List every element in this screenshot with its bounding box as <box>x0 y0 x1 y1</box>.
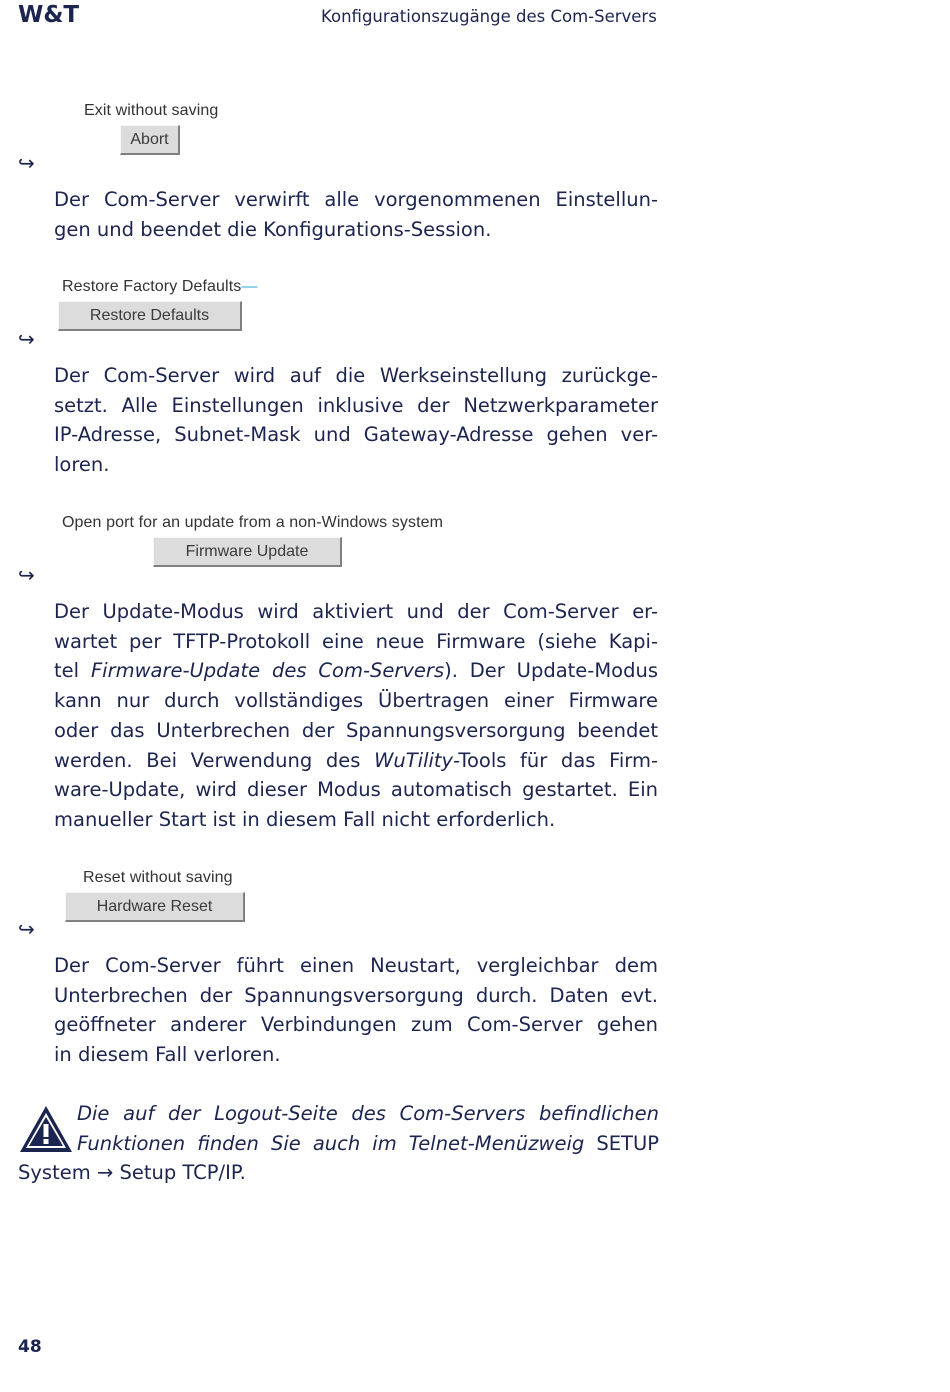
result-arrow-icon: ↪ <box>18 563 35 587</box>
restore-factory-defaults-label: Restore Factory Defaults— <box>62 278 258 295</box>
restore-defaults-button[interactable]: Restore Defaults <box>58 301 242 331</box>
result-arrow-icon: ↪ <box>18 327 35 351</box>
running-header: Konfigurationszugänge des Com-Servers <box>321 7 657 26</box>
firmware-update-description: Der Update-Modus wird aktiviert und der Com-Server er- wartet per TFTP-Protokoll eine neue Firmware (siehe Kapi- tel Firmware-Update des Com-Servers). Der Update-Modus kann nur durch vollständiges Übertragen einer Firmware oder das Unterbrechen der Spannungsversorgung beendet werden. Bei Verwendung des WuTility-Tools für das Firm- ware-Update, wird dieser Modus automatisch gestartet. Ein manueller Start ist in diesem Fall nicht erforderlich. <box>54 600 658 831</box>
chapter-reference: Firmware-Update des Com-Servers <box>90 659 445 683</box>
page-number: 48 <box>18 1337 42 1357</box>
result-arrow-icon: ↪ <box>18 917 35 941</box>
restore-description: Der Com-Server wird auf die Werkseinstellung zurückge- setzt. Alle Einstellungen inklusive der Netzwerkparameter IP-Adresse, Subnet-Mask und Gateway-Adresse gehen ver- loren. <box>54 364 658 477</box>
telnet-note: Die auf der Logout-Seite des Com-Servers befindlichen Funktionen finden Sie auch im Telnet-Menüzweig SETUP System → Setup TCP/IP. <box>18 1102 659 1185</box>
hardware-reset-description: Der Com-Server führt einen Neustart, vergleichbar dem Unterbrechen der Spannungsversorgung durch. Daten evt. geöffneter anderer Verbindungen zum Com-Server gehen in diesem Fall verloren. <box>54 954 658 1067</box>
brand-logo: W&T <box>18 2 80 28</box>
tool-name: WuTility <box>374 748 454 772</box>
abort-description: Der Com-Server verwirft alle vorgenommenen Einstellun- gen und beendet die Konfigurations-Session. <box>54 188 658 241</box>
reset-without-saving-label: Reset without saving <box>83 869 233 886</box>
hardware-reset-button[interactable]: Hardware Reset <box>65 892 245 922</box>
firmware-update-button[interactable]: Firmware Update <box>153 537 342 567</box>
exit-without-saving-label: Exit without saving <box>84 102 219 119</box>
result-arrow-icon: ↪ <box>18 151 35 175</box>
open-port-update-label: Open port for an update from a non-Windows system <box>62 514 444 531</box>
abort-button[interactable]: Abort <box>120 125 180 155</box>
